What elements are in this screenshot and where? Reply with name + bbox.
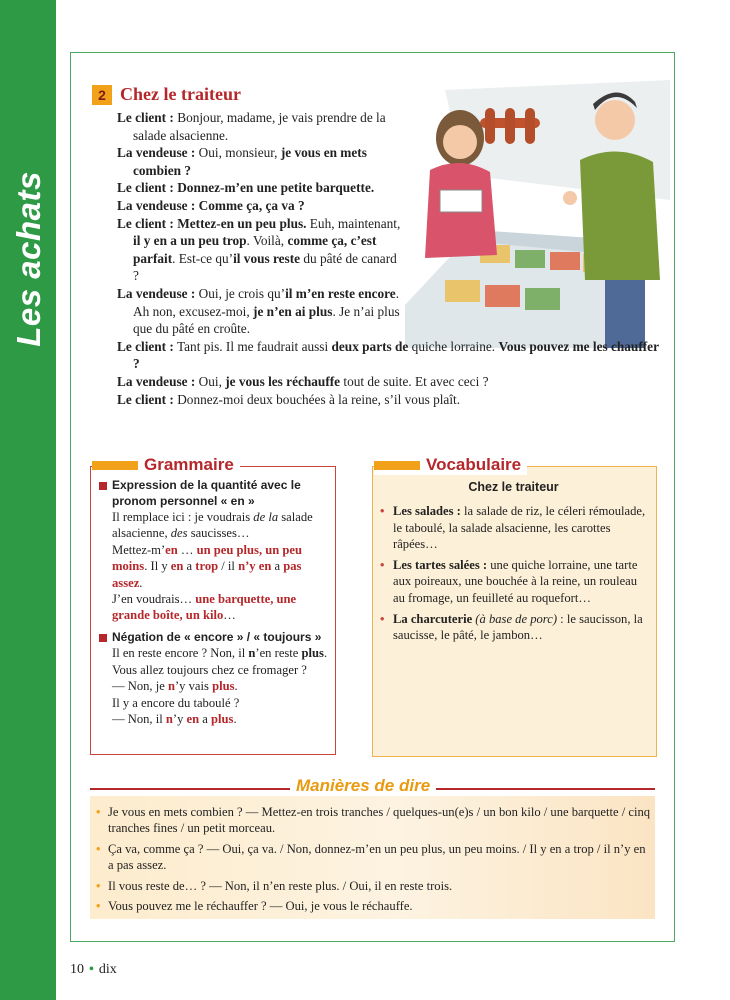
grammaire-text: Il en reste encore ? Non, il: [112, 646, 249, 661]
grammaire-text: ’y vais: [174, 679, 213, 694]
vocab-text: la salade de riz, le céleri rémoulade, le taboulé, la salade alsacienne, les carottes râpées…: [393, 504, 646, 552]
red-square-icon: [99, 634, 107, 642]
grammaire-line: [99, 645, 334, 661]
dialogue-text: tout de suite. Et avec ceci ?: [340, 373, 489, 389]
grammaire-text: en: [186, 711, 200, 726]
bullet-icon: •: [380, 504, 385, 518]
grammaire-heading: [92, 455, 240, 475]
grammaire-text: .: [323, 646, 328, 661]
bullet-icon: •: [380, 611, 385, 626]
vocab-text: une quiche lorraine, une tarte aux poireaux, une bouchée à la reine, un rouleau au fromage, un feuilleté au roquefort…: [393, 557, 638, 605]
grammaire-text: J’en voudrais…: [112, 592, 196, 607]
grammaire-text: des: [170, 526, 188, 541]
grammaire-line: [99, 509, 334, 542]
speaker-label: La vendeuse :: [117, 373, 196, 389]
manieres-text: Vous pouvez me le réchauffer ? — Oui, je vous le réchauffe.: [108, 899, 413, 914]
vocab-item: [380, 611, 650, 644]
grammaire-text: en: [165, 542, 178, 557]
dialogue-text: je n’en ai plus: [253, 303, 333, 319]
manieres-item: [96, 898, 651, 914]
dialogue-text: Oui, monsieur,: [195, 145, 281, 161]
dialogue-text: Donnez-m’en une petite barquette.: [173, 180, 375, 196]
grammaire-line: [99, 591, 334, 624]
manieres-text: Ça va, comme ça ? — Oui, ça va. / Non, donnez-m’en un peu plus, un peu moins. / Il y en a trop / il n’y en a pas assez.: [108, 841, 646, 873]
speaker-label: Le client :: [117, 215, 174, 231]
grammaire-text: .: [139, 575, 143, 590]
speaker-label: La vendeuse :: [117, 145, 196, 161]
page-number: 10: [70, 962, 84, 977]
dialogue-text: il vous reste: [233, 250, 301, 266]
bullet-icon: •: [96, 805, 101, 819]
dialogue-text: . Voilà,: [246, 233, 288, 249]
grammaire-item-title-text: Négation de « encore » / « toujours »: [112, 629, 322, 644]
footer-bullet: •: [89, 962, 94, 977]
grammaire-text: en: [170, 559, 184, 574]
dialogue-line: [117, 197, 403, 215]
grammaire-text: pas assez: [112, 559, 302, 590]
speaker-label: Le client :: [117, 338, 174, 354]
dialogue-text: . Ah non, excusez-moi,: [133, 285, 400, 319]
vocab-term: Les tartes salées :: [393, 557, 488, 572]
grammaire-text: Il remplace ici : je voudrais: [112, 510, 254, 524]
dialogue-text: je vous en mets combien ?: [133, 145, 367, 178]
dialogue-line: [117, 144, 403, 179]
grammaire-item: [99, 630, 334, 728]
grammaire-text: plus: [301, 646, 324, 661]
dialogue-line: [117, 215, 403, 285]
dialogue-block: [117, 109, 665, 408]
dialogue-text: je vous les réchauffe: [225, 373, 341, 389]
dialogue-text: deux parts de: [331, 338, 409, 354]
grammaire-line: [99, 711, 334, 727]
dialogue-line: [117, 285, 403, 338]
vocab-term: La charcuterie: [393, 611, 473, 626]
bullet-icon: •: [96, 878, 101, 893]
vocabulaire-subtitle: Chez le traiteur: [468, 480, 559, 494]
green-side-band: [0, 0, 56, 1000]
manieres-title: Manières de dire: [290, 776, 436, 796]
grammaire-item-title: [99, 478, 334, 509]
grammaire-text: une barquette, une grande boîte, un kilo: [112, 592, 297, 623]
speaker-label: Le client :: [117, 180, 174, 196]
manieres-list: [96, 804, 651, 918]
vocabulaire-list: [380, 503, 650, 648]
grammaire-text: a: [183, 559, 196, 574]
grammaire-text: a: [271, 559, 284, 574]
grammaire-text: un peu plus, un peu moins: [112, 542, 303, 574]
dialogue-text: il y en a un peu trop: [133, 233, 247, 249]
page-footer: [70, 962, 117, 978]
grammaire-text: plus: [212, 679, 235, 694]
bullet-icon: •: [96, 841, 101, 856]
dialogue-text: Euh, maintenant,: [306, 215, 401, 231]
dialogue-text: il m’en reste encore: [285, 285, 396, 301]
manieres-item: [96, 841, 651, 874]
grammaire-item: [99, 478, 334, 624]
dialogue-line: [117, 373, 665, 391]
dialogue-text: . Je n’ai plus que du pâté en croûte.: [133, 303, 400, 337]
manieres-text: Il vous reste de… ? — Non, il n’en reste plus. / Oui, il en reste trois.: [108, 878, 453, 893]
grammaire-text: …: [177, 542, 197, 557]
section-number: 2: [92, 85, 112, 105]
grammaire-text: salade alsacienne,: [112, 510, 313, 541]
grammaire-text: / il: [218, 559, 239, 574]
red-square-icon: [99, 482, 107, 490]
dialogue-line: [117, 179, 403, 197]
heading-bar: [92, 461, 138, 470]
vocabulaire-title: Vocabulaire: [426, 455, 522, 474]
grammaire-line: [99, 542, 334, 591]
manieres-text: Je vous en mets combien ? — Mettez-en trois tranches / quelques-un(e)s / un bon kilo / une barquette / cinq tranches fines / un petit morceau.: [108, 805, 651, 836]
grammaire-text: n’y en: [238, 559, 272, 574]
vocab-text: : le saucisson, la saucisse, le pâté, le jambon…: [393, 611, 643, 643]
page-word: dix: [98, 962, 117, 977]
grammaire-text: .: [234, 679, 238, 694]
grammaire-text: Il y a encore du taboulé ?: [112, 695, 240, 710]
bullet-icon: •: [380, 557, 385, 572]
grammaire-title: Grammaire: [144, 455, 234, 474]
heading-bar: [374, 461, 420, 470]
speaker-label: Le client :: [117, 391, 174, 407]
grammaire-text: — Non, je: [112, 679, 168, 694]
chapter-title: Les achats: [10, 171, 47, 347]
dialogue-text: Vous pouvez me les chauffer ?: [133, 338, 659, 372]
grammaire-text: plus: [211, 711, 234, 726]
dialogue-text: Bonjour, madame, je vais prendre de la salade alsacienne.: [133, 110, 386, 143]
speaker-label: La vendeuse :: [117, 285, 196, 301]
grammaire-text: .: [233, 711, 237, 726]
manieres-item: [96, 804, 651, 837]
grammaire-text: Vous allez toujours chez ce fromager ?: [112, 662, 307, 677]
grammaire-text: n: [165, 711, 173, 726]
grammaire-content: [99, 478, 334, 727]
dialogue-text: Oui,: [195, 373, 226, 389]
grammaire-item-title-text: Expression de la quantité avec le pronom personnel « en »: [112, 478, 301, 508]
dialogue-text: . Est-ce qu’: [172, 250, 234, 266]
grammaire-text: …: [223, 608, 236, 623]
grammaire-text: ’en reste: [255, 646, 302, 661]
grammaire-line: [99, 678, 334, 694]
grammaire-text: n: [248, 646, 256, 661]
bullet-icon: •: [96, 899, 101, 914]
dialogue-text: quiche lorraine.: [408, 338, 499, 354]
grammaire-text: saucisses…: [187, 526, 250, 541]
grammaire-item-title: [99, 630, 334, 646]
dialogue-text: Oui, je crois qu’: [195, 285, 286, 301]
section-title: Chez le traiteur: [120, 84, 241, 104]
grammaire-text: a: [199, 711, 212, 726]
grammaire-line: [99, 662, 334, 678]
manieres-item: [96, 878, 651, 894]
dialogue-text: du pâté de canard ?: [133, 250, 397, 284]
speaker-label: La vendeuse :: [117, 197, 196, 213]
vocab-term: Les salades :: [393, 504, 461, 518]
dialogue-text: comme ça, c’est parfait: [133, 233, 377, 266]
dialogue-line: [117, 338, 665, 373]
vocab-note: (à base de porc): [472, 611, 558, 626]
dialogue-text: Mettez-en un peu plus.: [173, 215, 307, 231]
grammaire-text: de la: [253, 510, 279, 524]
grammaire-line: [99, 695, 334, 711]
dialogue-text: Donnez-moi deux bouchées à la reine, s’il vous plaît.: [173, 391, 461, 407]
vocab-item: [380, 503, 650, 553]
dialogue-line: [117, 109, 403, 144]
grammaire-text: n: [167, 679, 175, 694]
vocab-item: [380, 557, 650, 607]
dialogue-text: Comme ça, ça va ?: [195, 197, 305, 213]
dialogue-line: [117, 391, 665, 409]
speaker-label: Le client :: [117, 110, 174, 125]
grammaire-text: trop: [195, 559, 219, 574]
vocabulaire-heading: [374, 455, 527, 475]
dialogue-text: Tant pis. Il me faudrait aussi: [173, 338, 332, 354]
grammaire-text: Mettez-m’: [112, 542, 166, 557]
grammaire-text: ’y: [172, 711, 187, 726]
grammaire-text: — Non, il: [112, 711, 166, 726]
grammaire-text: . Il y: [144, 559, 171, 574]
